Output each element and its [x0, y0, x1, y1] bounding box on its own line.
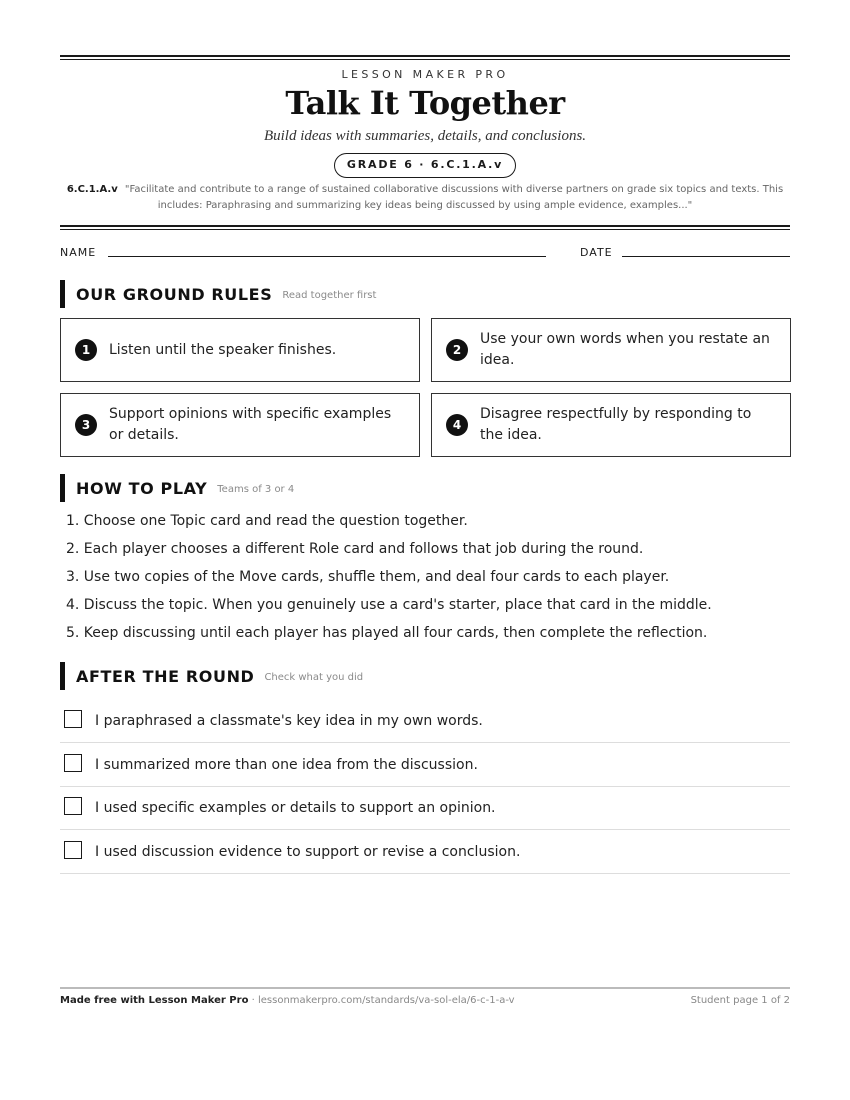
rule-text: Listen until the speaker finishes.: [109, 341, 337, 358]
date-field[interactable]: [622, 256, 790, 257]
reflection-item: [60, 786, 790, 830]
section-accent-bar: [60, 280, 65, 308]
step-item: 3. Use two copies of the Move cards, shuffle them, and deal four cards to each player.: [66, 569, 670, 585]
rule-number-badge: 4: [446, 414, 468, 436]
rule-text: Disagree respectfully by responding to the idea.: [480, 406, 752, 443]
reflection-item: [60, 830, 790, 874]
ground-rule-card: [431, 318, 791, 382]
step-item: 2. Each player chooses a different Role card and follows that job during the round.: [66, 541, 644, 557]
how-to-play-note: Teams of 3 or 4: [217, 484, 295, 495]
reflection-item: [60, 743, 790, 787]
reflection-checkbox[interactable]: [64, 841, 82, 859]
ground-rules-header: [60, 280, 376, 308]
grade-badge: GRADE 6 · 6.C.1.A.v: [334, 153, 516, 178]
footer-url: · lessonmakerpro.com/standards/va-sol-ela/6-c-1-a-v: [248, 995, 515, 1006]
section-accent-bar: [60, 474, 65, 502]
ground-rules-title: OUR GROUND RULES: [76, 284, 273, 304]
ground-rule-card: [431, 393, 791, 457]
footer-credit: [60, 995, 515, 1006]
reflection-text: I used discussion evidence to support or revise a conclusion.: [95, 843, 521, 860]
reflection-checkbox[interactable]: [64, 710, 82, 728]
ground-rule-card: [60, 318, 420, 382]
reflection-text: I used specific examples or details to support an opinion.: [95, 799, 496, 816]
top-double-rule: [60, 55, 790, 60]
grade-badge-wrap: [60, 153, 790, 178]
step-item: 4. Discuss the topic. When you genuinely use a card's starter, place that card in the middle.: [66, 597, 712, 613]
after-round-header: [60, 662, 363, 690]
date-label: DATE: [580, 246, 613, 259]
page-title: Talk It Together: [285, 84, 565, 122]
ground-rules-note: Read together first: [282, 290, 377, 301]
rule-text: Support opinions with specific examples or details.: [109, 406, 392, 443]
header-bottom-double-rule: [60, 225, 790, 230]
worksheet-page: [60, 0, 790, 1100]
standard-text: "Facilitate and contribute to a range of sustained collaborative discussions with diverse partners on grade six topics and texts. This includes: Paraphrasing and summarizing key ideas being discussed by using ample evidence, examples...": [124, 184, 784, 211]
brand-name: LESSON MAKER PRO: [341, 68, 509, 81]
rule-text: Use your own words when you restate an idea.: [480, 331, 770, 368]
name-label: NAME: [60, 246, 97, 259]
reflection-text: I paraphrased a classmate's key idea in my own words.: [95, 712, 483, 729]
name-field[interactable]: [108, 256, 546, 257]
after-round-title: AFTER THE ROUND: [76, 666, 255, 686]
rule-number-badge: 3: [75, 414, 97, 436]
standard-code: 6.C.1.A.v: [66, 184, 118, 195]
reflection-item: [60, 699, 790, 743]
standard-description: [60, 182, 790, 214]
how-to-play-title: HOW TO PLAY: [76, 478, 208, 498]
reflection-checkbox[interactable]: [64, 754, 82, 772]
footer-made-with: Made free with Lesson Maker Pro: [60, 995, 249, 1006]
section-accent-bar: [60, 662, 65, 690]
footer-page-number: Student page 1 of 2: [690, 995, 790, 1006]
rule-number-badge: 1: [75, 339, 97, 361]
reflection-text: I summarized more than one idea from the discussion.: [95, 756, 478, 773]
step-item: 5. Keep discussing until each player has played all four cards, then complete the reflection.: [66, 625, 708, 641]
step-item: 1. Choose one Topic card and read the question together.: [66, 513, 468, 529]
rule-number-badge: 2: [446, 339, 468, 361]
after-round-note: Check what you did: [264, 672, 364, 683]
reflection-checkbox[interactable]: [64, 797, 82, 815]
how-to-play-header: [60, 474, 294, 502]
how-to-play-steps: [66, 511, 786, 651]
footer-divider: [60, 987, 790, 989]
page-subtitle: Build ideas with summaries, details, and conclusions.: [263, 128, 587, 144]
ground-rule-card: [60, 393, 420, 457]
